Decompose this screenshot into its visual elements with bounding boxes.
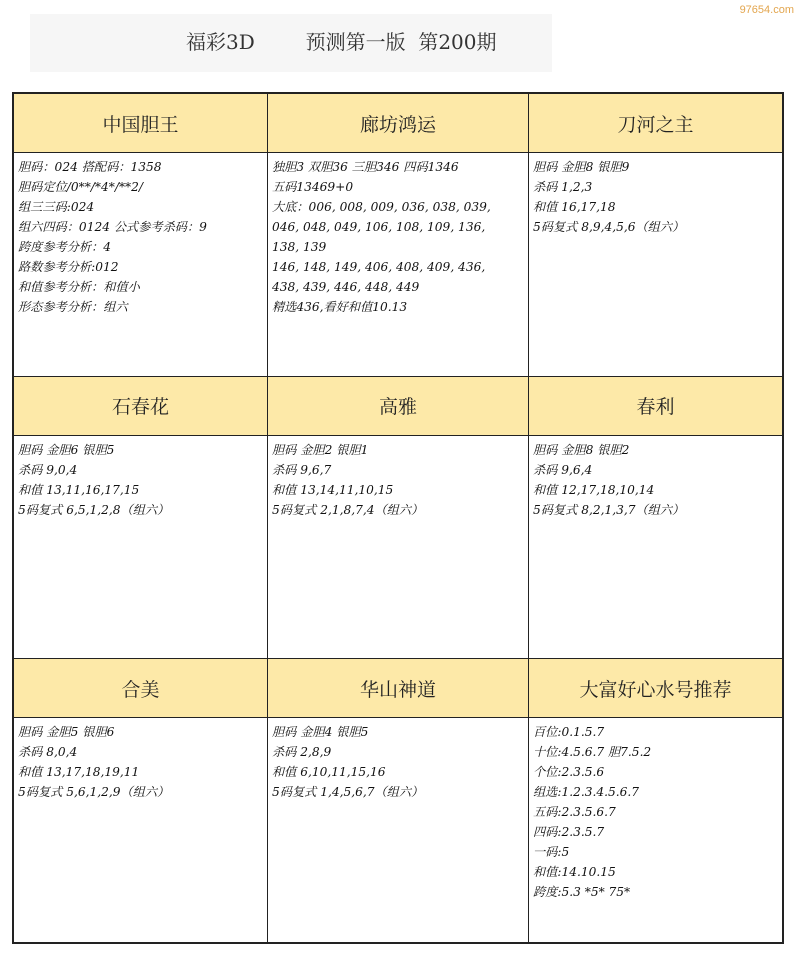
prediction-line: 胆码 金胆6 银胆5 [18,442,115,457]
expert-card [268,659,529,942]
prediction-line: 胆码 金胆8 银胆2 [533,442,630,457]
prediction-line: 杀码 1,2,3 [533,180,593,194]
prediction-line: 大底：006, 008, 009, 036, 038, 039, [272,200,491,214]
prediction-line: 杀码 2,8,9 [272,745,332,760]
expert-name: 春利 [529,377,782,436]
expert-predictions [268,718,528,802]
prediction-line: 精选436,看好和值10.13 [272,300,408,314]
prediction-line: 和值 13,14,11,10,15 [272,482,394,497]
prediction-line: 和值 6,10,11,15,16 [272,765,386,780]
prediction-line: 五码:2.3.5.6.7 [533,805,616,820]
expert-name: 中国胆王 [14,94,267,153]
expert-predictions [14,153,267,317]
prediction-line: 胆码 金胆4 银胆5 [272,725,369,740]
prediction-line: 和值 13,17,18,19,11 [18,765,140,780]
prediction-line: 四码:2.3.5.7 [533,825,605,840]
prediction-line: 胆码 金胆2 银胆1 [272,442,369,457]
prediction-line: 杀码 9,6,4 [533,462,593,477]
prediction-line: 和值 12,17,18,10,14 [533,482,655,497]
prediction-line: 杀码 9,6,7 [272,462,332,477]
prediction-line: 5码复式 2,1,8,7,4（组六） [272,502,424,517]
expert-card [14,659,268,942]
prediction-line: 百位:0.1.5.7 [533,725,605,740]
expert-name: 合美 [14,659,267,718]
prediction-line: 胆码：024 搭配码：1358 [18,160,162,174]
expert-predictions [529,153,782,237]
prediction-line: 路数参考分析:012 [18,260,119,274]
expert-card [529,377,782,660]
expert-card [14,94,268,377]
prediction-line: 438, 439, 446, 448, 449 [272,280,420,294]
page-title: 福彩3D 预测第一版 第200期 [186,30,497,54]
prediction-line: 十位:4.5.6.7 胆7.5.2 [533,745,652,760]
prediction-line: 一码:5 [533,845,570,860]
expert-card [529,659,782,942]
expert-card [268,377,529,660]
expert-name: 高雅 [268,377,528,436]
expert-name: 刀河之主 [529,94,782,153]
prediction-line: 5码复式 5,6,1,2,9（组六） [18,785,170,800]
expert-predictions [268,153,528,317]
expert-name: 石春花 [14,377,267,436]
site-watermark: 97654.com [739,4,794,16]
expert-predictions [14,436,267,520]
prediction-line: 胆码 金胆8 银胆9 [533,160,630,174]
prediction-table [12,92,784,944]
expert-name: 大富好心水号推荐 [529,659,782,718]
expert-card [268,94,529,377]
prediction-line: 和值:14.10.15 [533,865,616,880]
prediction-line: 胆码定位/0**/*4*/**2/ [18,180,143,194]
prediction-line: 杀码 9,0,4 [18,462,78,477]
expert-predictions [268,436,528,520]
prediction-line: 146, 148, 149, 406, 408, 409, 436, [272,260,486,274]
expert-card [529,94,782,377]
prediction-line: 和值 16,17,18 [533,200,616,214]
prediction-line: 046, 048, 049, 106, 108, 109, 136, [272,220,486,234]
prediction-line: 组六四码：0124 公式参考杀码：9 [18,220,207,234]
prediction-line: 5码复式 1,4,5,6,7（组六） [272,785,424,800]
expert-predictions [529,436,782,520]
prediction-line: 跨度参考分析：4 [18,240,112,254]
prediction-line: 胆码 金胆5 银胆6 [18,725,115,740]
prediction-line: 个位:2.3.5.6 [533,765,605,780]
expert-predictions [529,718,782,902]
prediction-line: 和值 13,11,16,17,15 [18,482,140,497]
prediction-line: 和值参考分析：和值小 [18,280,140,294]
prediction-line: 形态参考分析：组六 [18,300,128,314]
expert-predictions [14,718,267,802]
prediction-line: 5码复式 8,9,4,5,6（组六） [533,220,685,234]
prediction-line: 杀码 8,0,4 [18,745,78,760]
prediction-line: 跨度:5.3 *5* 75* [533,885,631,900]
expert-name: 华山神道 [268,659,528,718]
prediction-line: 5码复式 6,5,1,2,8（组六） [18,502,170,517]
prediction-line: 五码13469+0 [272,180,354,194]
prediction-line: 组三三码:024 [18,200,95,214]
expert-name: 廊坊鸿运 [268,94,528,153]
expert-card [14,377,268,660]
prediction-line: 组选:1.2.3.4.5.6.7 [533,785,640,800]
prediction-line: 独胆3 双胆36 三胆346 四码1346 [272,160,459,174]
prediction-line: 5码复式 8,2,1,3,7（组六） [533,502,685,517]
prediction-line: 138, 139 [272,240,327,254]
